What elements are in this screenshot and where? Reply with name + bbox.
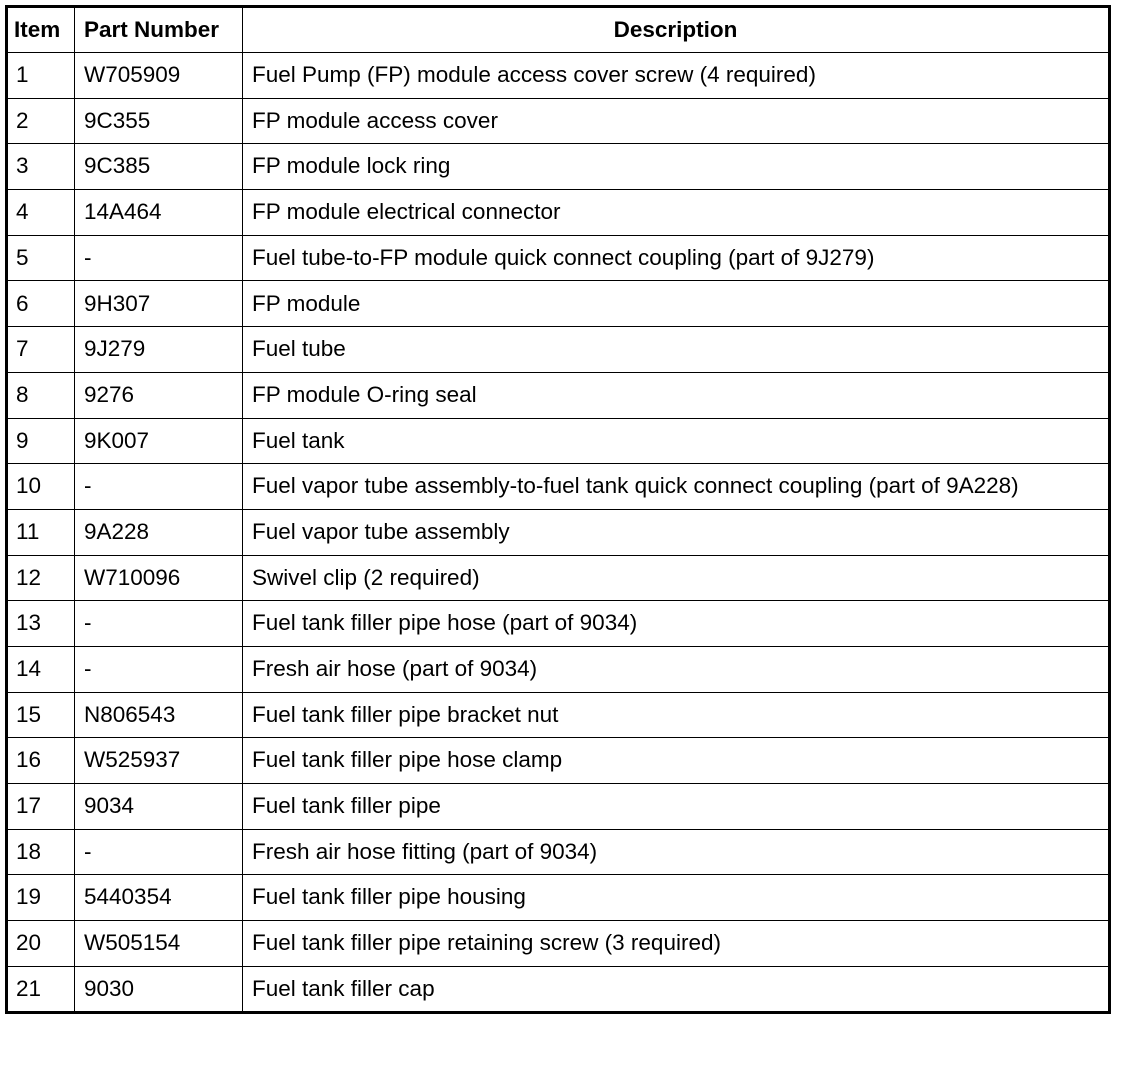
part-number-cell: W705909	[75, 53, 243, 99]
description-cell: Fuel tank filler pipe	[243, 784, 1110, 830]
table-row	[7, 235, 1110, 281]
table-row	[7, 555, 1110, 601]
table-header-row	[7, 7, 1110, 53]
column-header-part-number: Part Number	[75, 7, 243, 53]
description-cell: FP module electrical connector	[243, 190, 1110, 236]
item-number-cell: 12	[7, 555, 75, 601]
description-cell: Fuel tank filler pipe retaining screw (3 required)	[243, 921, 1110, 967]
part-number-cell: 5440354	[75, 875, 243, 921]
item-number-cell: 9	[7, 418, 75, 464]
part-number-cell: -	[75, 829, 243, 875]
description-cell: Fuel vapor tube assembly-to-fuel tank quick connect coupling (part of 9A228)	[243, 464, 1110, 510]
part-number-cell: -	[75, 601, 243, 647]
table-row	[7, 784, 1110, 830]
part-number-cell: 9A228	[75, 509, 243, 555]
item-number-cell: 14	[7, 646, 75, 692]
table-row	[7, 464, 1110, 510]
item-number-cell: 2	[7, 98, 75, 144]
item-number-cell: 8	[7, 372, 75, 418]
part-number-cell: 14A464	[75, 190, 243, 236]
description-cell: Fuel tank filler cap	[243, 966, 1110, 1013]
description-cell: FP module lock ring	[243, 144, 1110, 190]
table-row	[7, 98, 1110, 144]
item-number-cell: 17	[7, 784, 75, 830]
table-row	[7, 372, 1110, 418]
table-row	[7, 692, 1110, 738]
part-number-cell: 9K007	[75, 418, 243, 464]
part-number-cell: 9276	[75, 372, 243, 418]
description-cell: Fuel tube	[243, 327, 1110, 373]
item-number-cell: 19	[7, 875, 75, 921]
item-number-cell: 21	[7, 966, 75, 1013]
table-row	[7, 144, 1110, 190]
table-row	[7, 738, 1110, 784]
item-number-cell: 3	[7, 144, 75, 190]
description-cell: Fuel tank	[243, 418, 1110, 464]
description-cell: Fuel tank filler pipe bracket nut	[243, 692, 1110, 738]
column-header-description: Description	[243, 7, 1110, 53]
part-number-cell: 9034	[75, 784, 243, 830]
item-number-cell: 7	[7, 327, 75, 373]
item-number-cell: 13	[7, 601, 75, 647]
description-cell: Fresh air hose fitting (part of 9034)	[243, 829, 1110, 875]
table-row	[7, 829, 1110, 875]
table-row	[7, 418, 1110, 464]
part-number-cell: N806543	[75, 692, 243, 738]
part-number-cell: W710096	[75, 555, 243, 601]
description-cell: FP module O-ring seal	[243, 372, 1110, 418]
table-body	[7, 53, 1110, 1013]
part-number-cell: 9030	[75, 966, 243, 1013]
description-cell: Swivel clip (2 required)	[243, 555, 1110, 601]
item-number-cell: 20	[7, 921, 75, 967]
item-number-cell: 16	[7, 738, 75, 784]
part-number-cell: -	[75, 646, 243, 692]
description-cell: Fuel vapor tube assembly	[243, 509, 1110, 555]
table-row	[7, 327, 1110, 373]
part-number-cell: -	[75, 464, 243, 510]
item-number-cell: 1	[7, 53, 75, 99]
part-number-cell: W525937	[75, 738, 243, 784]
column-header-item: Item	[7, 7, 75, 53]
description-cell: Fuel tank filler pipe housing	[243, 875, 1110, 921]
description-cell: Fuel tube-to-FP module quick connect coupling (part of 9J279)	[243, 235, 1110, 281]
table-row	[7, 53, 1110, 99]
description-cell: FP module access cover	[243, 98, 1110, 144]
table-row	[7, 601, 1110, 647]
item-number-cell: 15	[7, 692, 75, 738]
item-number-cell: 5	[7, 235, 75, 281]
description-cell: Fuel Pump (FP) module access cover screw (4 required)	[243, 53, 1110, 99]
table-row	[7, 190, 1110, 236]
description-cell: Fresh air hose (part of 9034)	[243, 646, 1110, 692]
table-row	[7, 646, 1110, 692]
part-number-cell: W505154	[75, 921, 243, 967]
item-number-cell: 18	[7, 829, 75, 875]
part-number-cell: -	[75, 235, 243, 281]
item-number-cell: 6	[7, 281, 75, 327]
part-number-cell: 9C385	[75, 144, 243, 190]
item-number-cell: 11	[7, 509, 75, 555]
description-cell: Fuel tank filler pipe hose clamp	[243, 738, 1110, 784]
table-row	[7, 966, 1110, 1013]
description-cell: Fuel tank filler pipe hose (part of 9034)	[243, 601, 1110, 647]
table-row	[7, 509, 1110, 555]
part-number-cell: 9H307	[75, 281, 243, 327]
part-number-cell: 9C355	[75, 98, 243, 144]
description-cell: FP module	[243, 281, 1110, 327]
table-row	[7, 921, 1110, 967]
parts-table	[5, 5, 1111, 1014]
item-number-cell: 4	[7, 190, 75, 236]
item-number-cell: 10	[7, 464, 75, 510]
table-row	[7, 281, 1110, 327]
part-number-cell: 9J279	[75, 327, 243, 373]
table-row	[7, 875, 1110, 921]
